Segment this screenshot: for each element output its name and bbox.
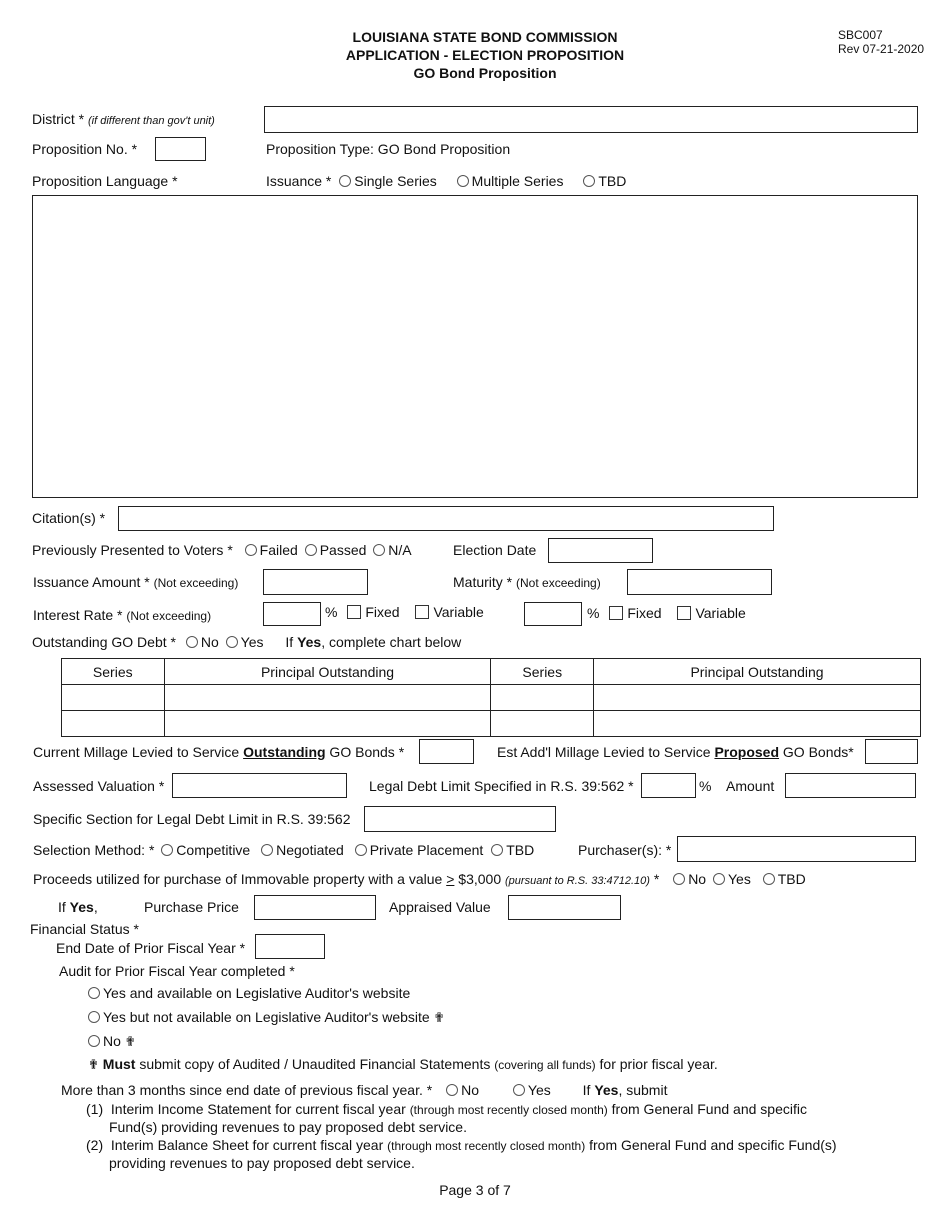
proceeds-no[interactable]: No (673, 871, 706, 887)
proposition-language-textarea[interactable] (32, 195, 918, 498)
form-title-line3: GO Bond Proposition (413, 65, 557, 81)
current-millage-label: Current Millage Levied to Service Outstanding GO Bonds * (33, 744, 405, 760)
interest-rate-group-1: % Fixed Variable (325, 604, 484, 620)
checkbox-icon[interactable] (609, 606, 623, 620)
interest-rate-label: Interest Rate * (Not exceeding) (33, 607, 212, 623)
specific-section-input[interactable] (364, 806, 556, 832)
est-millage-input[interactable] (865, 739, 918, 764)
issuance-single-series[interactable]: Single Series (339, 173, 437, 189)
issuance-amount-input[interactable] (263, 569, 368, 595)
proceeds-row: Proceeds utilized for purchase of Immovable property with a value > $3,000 (pursuant to R.S. 33:4712.10) * No Yes TBD (33, 871, 806, 887)
financial-status-label: Financial Status * (30, 921, 139, 937)
audit-option-1[interactable]: Yes and available on Legislative Auditor's website (88, 985, 410, 1001)
radio-icon[interactable] (88, 1011, 100, 1023)
radio-icon[interactable] (305, 544, 317, 556)
previously-presented-row (32, 542, 412, 558)
table-cell[interactable] (491, 685, 594, 711)
table-cell[interactable] (594, 711, 921, 737)
outstanding-debt-label: Outstanding GO Debt * (32, 634, 176, 650)
table-cell[interactable] (62, 685, 165, 711)
dagger-icon: ✟ (124, 1034, 136, 1049)
variable-checkbox-1[interactable]: Variable (415, 604, 483, 620)
radio-icon[interactable] (88, 1035, 100, 1047)
dagger-icon: ✟ (88, 1057, 99, 1072)
proposition-type: Proposition Type: GO Bond Proposition (266, 141, 511, 157)
table-cell[interactable] (594, 685, 921, 711)
issuance-multiple-series[interactable]: Multiple Series (457, 173, 564, 189)
audit-option-3[interactable]: No ✟ (88, 1033, 136, 1050)
if-yes-label: If Yes, (58, 899, 98, 915)
months-item-2: (2) Interim Balance Sheet for current fiscal year (through most recently closed month) from General Fund and specific Fund(s) providing revenues to pay proposed debt service. (86, 1137, 837, 1171)
proposition-no-input[interactable] (155, 137, 206, 161)
radio-icon[interactable] (245, 544, 257, 556)
radio-icon[interactable] (763, 873, 775, 885)
table-header-principal: Principal Outstanding (594, 659, 921, 685)
radio-icon[interactable] (713, 873, 725, 885)
proposition-no-label: Proposition No. * (32, 141, 138, 157)
form-title-line1: LOUISIANA STATE BOND COMMISSION (352, 29, 618, 45)
previously-presented-label: Previously Presented to Voters * (32, 542, 233, 558)
table-row (62, 685, 921, 711)
table-header-series: Series (491, 659, 594, 685)
months-submit-note: If Yes, submit (582, 1082, 668, 1098)
district-label: District * (if different than gov't unit) (32, 111, 215, 127)
checkbox-icon[interactable] (347, 605, 361, 619)
page-number: Page 3 of 7 (439, 1182, 511, 1198)
radio-icon[interactable] (583, 175, 595, 187)
proposition-language-label: Proposition Language * (32, 173, 178, 189)
form-revision: Rev 07-21-2020 (838, 42, 925, 56)
election-date-input[interactable] (548, 538, 653, 563)
outstanding-debt-no[interactable]: No (186, 634, 219, 650)
radio-icon[interactable] (491, 844, 503, 856)
radio-icon[interactable] (673, 873, 685, 885)
citations-label: Citation(s) * (32, 510, 106, 526)
months-yes[interactable]: Yes (513, 1082, 551, 1098)
selection-method-row (33, 842, 534, 858)
radio-icon[interactable] (373, 544, 385, 556)
table-header-series: Series (62, 659, 165, 685)
form-title-block (285, 28, 685, 82)
table-header-principal: Principal Outstanding (164, 659, 491, 685)
selection-tbd[interactable]: TBD (491, 842, 534, 858)
interest-rate-input-2[interactable] (524, 602, 582, 626)
form-code: SBC007 (838, 28, 883, 42)
specific-section-label: Specific Section for Legal Debt Limit in R.S. 39:562 (33, 811, 351, 827)
fixed-checkbox-2[interactable]: Fixed (609, 605, 661, 621)
months-item-1: (1) Interim Income Statement for current fiscal year (through most recently closed month) from General Fund and specific Fund(s) providing revenues to pay proposed debt service. (86, 1101, 807, 1135)
table-cell[interactable] (491, 711, 594, 737)
radio-icon[interactable] (88, 987, 100, 999)
issuance-row (266, 173, 626, 189)
option-passed[interactable]: Passed (305, 542, 367, 558)
legal-debt-limit-label: Legal Debt Limit Specified in R.S. 39:562 * (369, 778, 634, 794)
radio-icon[interactable] (355, 844, 367, 856)
purchasers-input[interactable] (677, 836, 916, 862)
audit-label: Audit for Prior Fiscal Year completed * (59, 963, 295, 979)
appraised-value-label: Appraised Value (389, 899, 491, 915)
option-failed[interactable]: Failed (245, 542, 298, 558)
form-title-line2: APPLICATION - ELECTION PROPOSITION (345, 47, 625, 63)
end-date-label: End Date of Prior Fiscal Year * (56, 940, 246, 956)
table-cell[interactable] (164, 685, 491, 711)
audit-option-2[interactable]: Yes but not available on Legislative Auditor's website ✟ (88, 1009, 445, 1026)
legal-debt-limit-amount-label: Amount (726, 778, 775, 794)
legal-debt-limit-pct: % (699, 778, 712, 794)
proceeds-tbd[interactable]: TBD (763, 871, 806, 887)
table-row (62, 711, 921, 737)
maturity-label: Maturity * (Not exceeding) (453, 574, 601, 590)
outstanding-debt-table (61, 658, 921, 737)
interest-rate-input-1[interactable] (263, 602, 321, 626)
district-input[interactable] (264, 106, 918, 133)
table-header-row (62, 659, 921, 685)
fixed-checkbox-1[interactable]: Fixed (347, 604, 399, 620)
interest-rate-group-2: % Fixed Variable (587, 605, 746, 621)
purchase-price-label: Purchase Price (144, 899, 239, 915)
radio-icon[interactable] (186, 636, 198, 648)
selection-competitive[interactable]: Competitive (161, 842, 250, 858)
radio-icon[interactable] (446, 1084, 458, 1096)
outstanding-debt-yes[interactable]: Yes (226, 634, 264, 650)
months-no[interactable]: No (446, 1082, 479, 1098)
proceeds-yes[interactable]: Yes (713, 871, 751, 887)
months-label: More than 3 months since end date of previous fiscal year. * (61, 1082, 433, 1098)
checkbox-icon[interactable] (677, 606, 691, 620)
citations-input[interactable] (118, 506, 774, 531)
selection-negotiated[interactable]: Negotiated (261, 842, 344, 858)
radio-icon[interactable] (513, 1084, 525, 1096)
selection-private-placement[interactable]: Private Placement (355, 842, 484, 858)
radio-icon[interactable] (457, 175, 469, 187)
must-submit-note: ✟ Must submit copy of Audited / Unaudited Financial Statements (covering all funds) for prior fiscal year. (88, 1056, 718, 1072)
form-code-block (838, 28, 924, 56)
option-na[interactable]: N/A (373, 542, 411, 558)
radio-icon[interactable] (226, 636, 238, 648)
legal-debt-limit-pct-input[interactable] (641, 773, 696, 798)
est-millage-label: Est Add'l Millage Levied to Service Proposed GO Bonds* (497, 744, 854, 760)
table-cell[interactable] (62, 711, 165, 737)
issuance-label: Issuance * (266, 173, 332, 189)
election-date-label: Election Date (453, 542, 537, 558)
selection-method-label: Selection Method: * (33, 842, 155, 858)
variable-checkbox-2[interactable]: Variable (677, 605, 745, 621)
radio-icon[interactable] (261, 844, 273, 856)
issuance-amount-label: Issuance Amount * (Not exceeding) (33, 574, 239, 590)
months-row (61, 1082, 667, 1098)
appraised-value-input[interactable] (508, 895, 621, 920)
outstanding-debt-row (32, 634, 461, 650)
checkbox-icon[interactable] (415, 605, 429, 619)
radio-icon[interactable] (161, 844, 173, 856)
purchasers-label: Purchaser(s): * (578, 842, 672, 858)
issuance-tbd[interactable]: TBD (583, 173, 626, 189)
maturity-input[interactable] (627, 569, 772, 595)
table-cell[interactable] (164, 711, 491, 737)
assessed-valuation-label: Assessed Valuation * (33, 778, 165, 794)
current-millage-input[interactable] (419, 739, 474, 764)
radio-icon[interactable] (339, 175, 351, 187)
legal-debt-limit-amount-input[interactable] (785, 773, 916, 798)
purchase-price-input[interactable] (254, 895, 376, 920)
outstanding-debt-instruction: If Yes, complete chart below (285, 634, 462, 650)
dagger-icon: ✟ (433, 1010, 445, 1025)
end-date-input[interactable] (255, 934, 325, 959)
assessed-valuation-input[interactable] (172, 773, 347, 798)
